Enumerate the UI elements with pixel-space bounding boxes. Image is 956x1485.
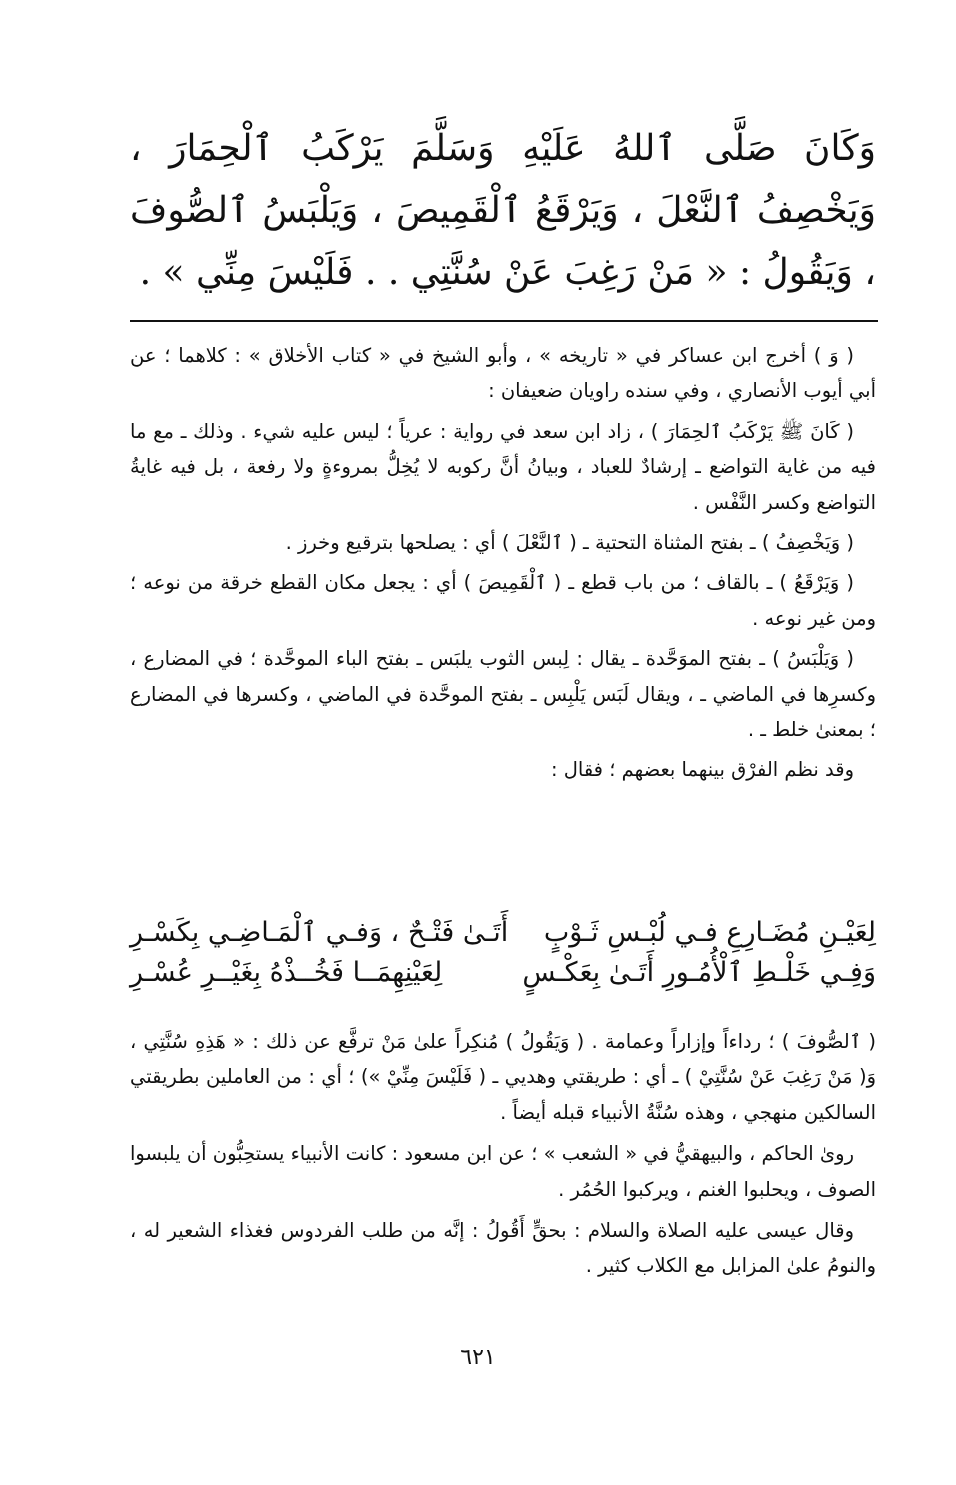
commentary-paragraph: ( كَانَ ﷺ يَرْكَبُ ٱلحِمَارَ ) ، زاد ابن سعد في رواية : عرياً ؛ ليس عليه شيء . وذلك ـ مع ما فيه من غاية التواضع ـ إرشادٌ للعباد ، وبيانُ أنَّ ركوبه لا يُخِلُّ بمروءةٍ ولا رفعة ، بل فيه غايةُ التواضع وكسر النَّفْس .	[130, 419, 876, 514]
verse-first-hemistich: لِعَيْـنِ مُضَـارِعِ فـي لُبْـسِ ثَـوْبٍ	[543, 917, 876, 948]
commentary-paragraph: ( ٱلصُّوفَ ) ؛ رداءاً وإزاراً وعمامة . ( وَيَقُولُ ) مُنكِراً علىٰ مَنْ ترفَّع عن ذلك : « هَذِهِ سُنَّتِي ، وَ( مَنْ رَغِبَ عَنْ سُنَّتِيْ ) ـ أي : طريقتي وهديي ـ ( فَلَيْسَ مِنِّيْ ») ؛ أي : من العاملين بطريقتي السالكين منهجي ، وهذه سُنَّةُ الأنبياء قبله أيضاً .	[130, 1030, 876, 1124]
commentary-paragraph: روىٰ الحاكم ، والبيهقيُّ في « الشعب » ؛ عن ابن مسعود : كانت الأنبياء يستحِبُّون أن يلبسوا الصوف ، ويحلبوا الغنم ، ويركبوا الحُمُر .	[130, 1142, 876, 1201]
verse-second-hemistich: لِعَيْنِهِمَــا فَخُــذْهُ بِغَيْــرِ عُسْـرِ	[130, 957, 443, 988]
commentary-paragraph: ( وَيَرْقَعُ ) ـ بالقاف ؛ من باب قطع ـ ( ٱلْقَمِيصَ ) أي : يجعل مكان القطع خرقة من نوعه ؛ ومن غير نوعه .	[130, 571, 876, 630]
commentary-block-2	[130, 1024, 876, 1290]
commentary-block-1	[130, 338, 876, 793]
commentary-paragraph: ( وَيَخْصِفُ ) ـ بفتح المثناة التحتية ـ ( ٱلنَّعْلَ ) أي : يصلحها بترقيع وخرز .	[285, 531, 854, 555]
verse-second-hemistich: أَتَـىٰ فَتْـحٌ ، وَفـي ٱلْمَـاضِـي بِكَسْـرِ	[130, 917, 509, 948]
poem-verse	[130, 913, 876, 953]
poem-verses	[130, 913, 876, 993]
verse-first-hemistich: وَفِـي خَلْـطِ ٱلْأُمُـورِ أَتَـىٰ بِعَكْـسٍ	[522, 957, 876, 988]
footnote-separator-rule	[130, 320, 878, 322]
main-text-paragraph: وَكَانَ صَلَّى ٱللهُ عَلَيْهِ وَسَلَّمَ يَرْكَبُ ٱلْحِمَارَ ، وَيَخْصِفُ ٱلنَّعْلَ ، وَيَرْقَعُ ٱلْقَمِيصَ ، وَيَلْبَسُ ٱلصُّوفَ ، وَيَقُولُ : « مَنْ رَغِبَ عَنْ سُنَّتِي . . فَلَيْسَ مِنِّي » .	[130, 128, 876, 293]
poem-verse	[130, 953, 876, 993]
commentary-paragraph: ( وَ ) أخرج ابن عساكر في « تاريخه » ، وأبو الشيخ في « كتاب الأخلاق » : كلاهما ؛ عن أبي أيوب الأنصاري ، وفي سنده راويان ضعيفان :	[130, 344, 876, 403]
commentary-paragraph: ( وَيَلْبَسُ ) ـ بفتح الموَحَّدة ـ يقال : لِبس الثوب يلبَس ـ بفتح الباء الموحَّدة ؛ في المضارع ، وكسرِها في الماضي ـ ، ويقال لَبَس يَلْبِس ـ بفتح الموحَّدة في الماضي ، وكسرها في المضارع ؛ بمعنىٰ خلط ـ .	[130, 647, 876, 742]
commentary-paragraph: وقد نظم الفرْق بينهما بعضهم ؛ فقال :	[550, 758, 854, 782]
commentary-paragraph: وقال عيسى عليه الصلاة والسلام : بحقٍّ أَقُولُ : إنَّه من طلب الفردوس فغذاء الشعير له ، والنومُ علىٰ المزابل مع الكلاب كثير .	[130, 1219, 876, 1278]
main-text-block	[130, 118, 876, 304]
page-number: ٦٢١	[460, 1345, 496, 1370]
